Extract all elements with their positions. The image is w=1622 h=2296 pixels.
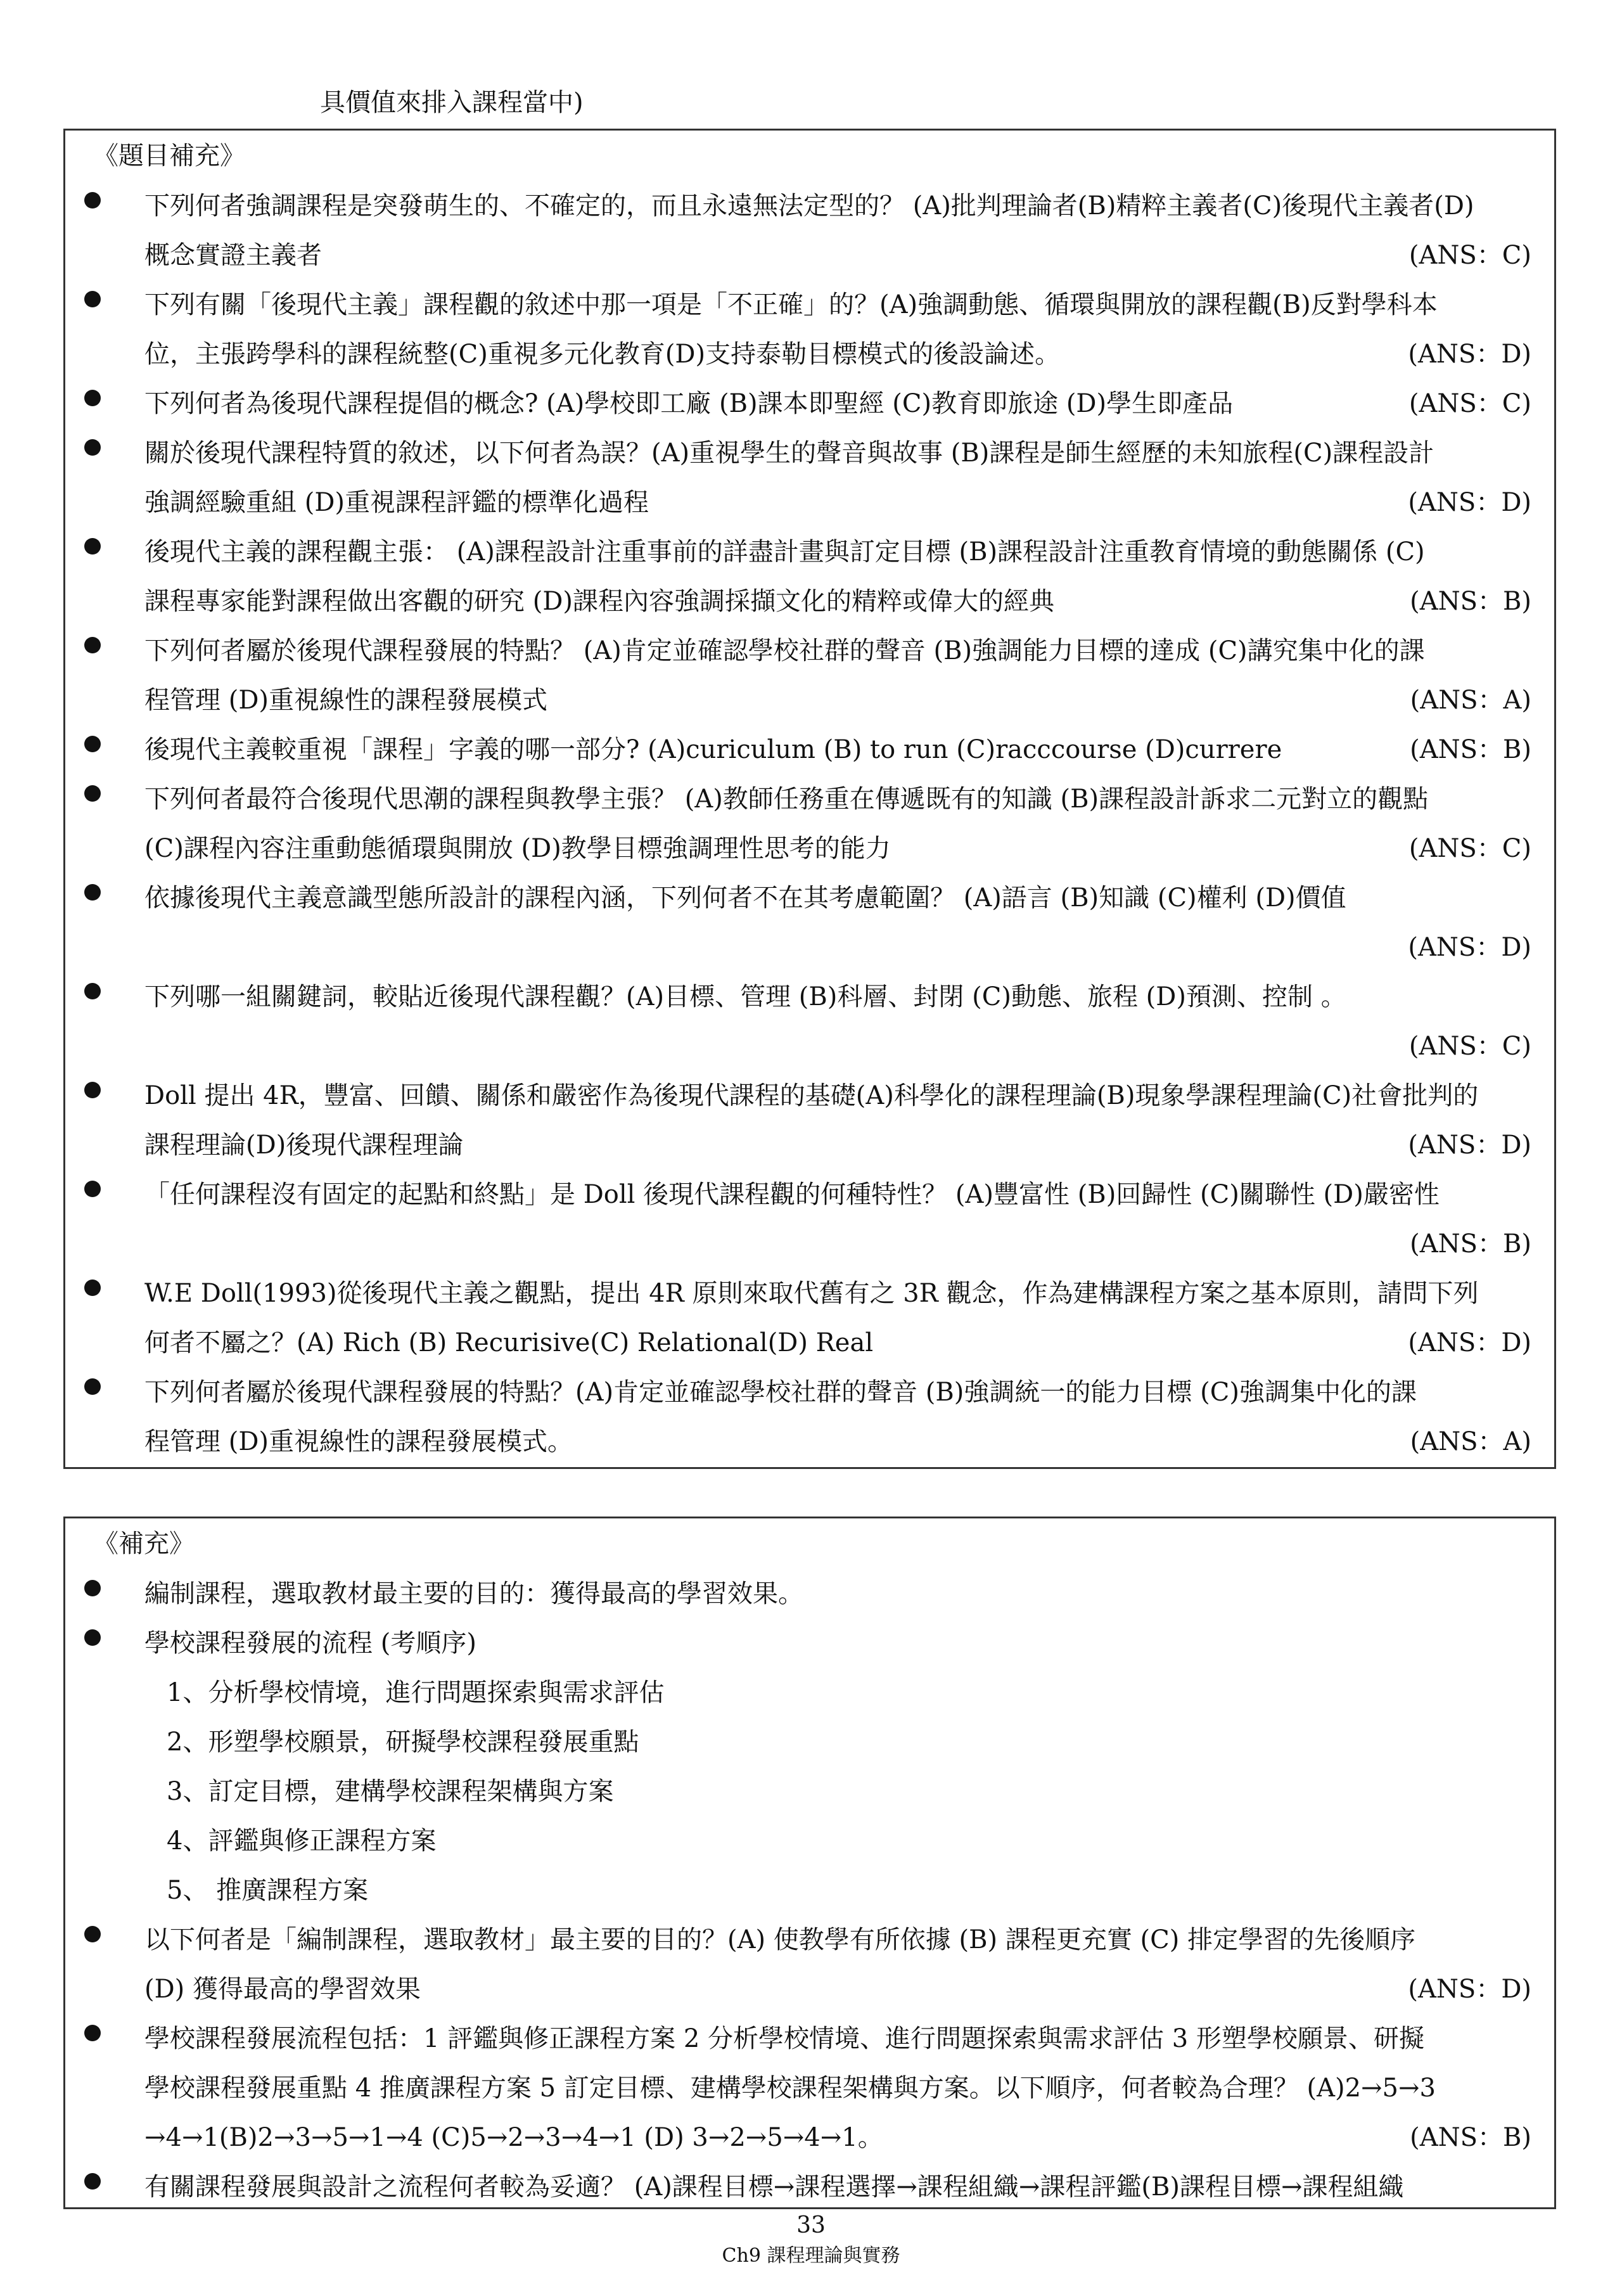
bullet-icon bbox=[84, 1279, 101, 1296]
question-text: 「任何課程沒有固定的起點和終點」是 Doll 後現代課程觀的何種特性？ (A)豐富性 (B)回歸性 (C)關聯性 (D)嚴密性 bbox=[144, 1180, 1440, 1209]
question-supplement-box bbox=[63, 129, 1556, 1469]
answer-label: (ANS：C) bbox=[1408, 834, 1531, 863]
question-text: 下列何者屬於後現代課程發展的特點？(A)肯定並確認學校社群的聲音 (B)強調統一的能力目標 (C)強調集中化的課 bbox=[144, 1378, 1417, 1407]
bullet-icon bbox=[84, 1580, 101, 1596]
answer-label: (ANS：C) bbox=[1408, 241, 1531, 270]
question-text: 後現代主義的課程觀主張： (A)課程設計注重事前的詳盡計畫與訂定目標 (B)課程設計注重教育情境的動態關係 (C) bbox=[144, 537, 1425, 567]
question-last-line bbox=[144, 231, 1531, 280]
bullet-icon bbox=[84, 2025, 101, 2041]
process-step: 2、形塑學校願景，研擬學校課程發展重點 bbox=[167, 1728, 639, 1757]
bullet-icon bbox=[84, 390, 101, 406]
bullet-icon bbox=[84, 1181, 101, 1197]
answer-label: (ANS：D) bbox=[1408, 1975, 1531, 2004]
bullet-icon bbox=[84, 637, 101, 653]
question-text: 下列何者為後現代課程提倡的概念? (A)學校即工廠 (B)課本即聖經 (C)教育即旅途 (D)學生即產品 bbox=[144, 389, 1234, 418]
question-text: 下列何者最符合後現代思潮的課程與教學主張？ (A)教師任務重在傳遞既有的知識 (B)課程設計訴求二元對立的觀點 bbox=[144, 785, 1429, 814]
section-title: 《補充》 bbox=[93, 1529, 195, 1558]
question-text: 位，主張跨學科的課程統整(C)重視多元化教育(D)支持泰勒目標模式的後設論述。 bbox=[144, 340, 1061, 369]
question-text: 下列哪一組關鍵詞，較貼近後現代課程觀？(A)目標、管理 (B)科層、封閉 (C)動態、旅程 (D)預測、控制 。 bbox=[144, 982, 1346, 1011]
bullet-icon bbox=[84, 1629, 101, 1646]
question-text: 後現代主義較重視「課程」字義的哪一部分? (A)curiculum (B) to run (C)racccourse (D)currere bbox=[144, 735, 1282, 764]
page-top-continuation: 具價值來排入課程當中) bbox=[320, 88, 584, 117]
question-text: 程管理 (D)重視線性的課程發展模式 bbox=[144, 686, 547, 715]
question-text: 關於後現代課程特質的敘述，以下何者為誤？(A)重視學生的聲音與故事 (B)課程是師生經歷的未知旅程(C)課程設計 bbox=[144, 439, 1434, 468]
section-title: 《題目補充》 bbox=[93, 141, 245, 170]
answer-label: (ANS：B) bbox=[1410, 735, 1531, 764]
item-text: 學校課程發展的流程 (考順序) bbox=[144, 1629, 476, 1658]
question-last-line bbox=[144, 2113, 1531, 2162]
question-item bbox=[65, 379, 1554, 428]
question-item bbox=[65, 1071, 1554, 1170]
bullet-icon bbox=[84, 2173, 101, 2190]
question-text: 學校課程發展重點 4 推廣課程方案 5 訂定目標、建構學校課程架構與方案。以下順序，何者較為合理？ (A)2→5→3 bbox=[144, 2074, 1436, 2103]
bullet-icon bbox=[84, 439, 101, 456]
process-step: 5、 推廣課程方案 bbox=[167, 1876, 369, 1905]
answer-label: (ANS：A) bbox=[1410, 686, 1531, 715]
answer-label: (ANS：C) bbox=[1408, 1032, 1531, 1061]
question-text: 下列何者屬於後現代課程發展的特點？ (A)肯定並確認學校社群的聲音 (B)強調能力目標的達成 (C)講究集中化的課 bbox=[144, 636, 1425, 665]
question-last-line bbox=[144, 379, 1531, 428]
question-text: 有關課程發展與設計之流程何者較為妥適？ (A)課程目標→課程選擇→課程組織→課程評鑑(B)課程目標→課程組織 bbox=[144, 2172, 1404, 2202]
question-text: 程管理 (D)重視線性的課程發展模式。 bbox=[144, 1427, 573, 1456]
question-text: →4→1(B)2→3→5→1→4 (C)5→2→3→4→1 (D) 3→2→5→4→1。 bbox=[144, 2123, 883, 2152]
question-last-line bbox=[144, 577, 1531, 626]
bullet-icon bbox=[84, 884, 101, 901]
question-last-line bbox=[144, 1965, 1531, 2014]
list-item bbox=[65, 1619, 1554, 1915]
question-last-line bbox=[144, 676, 1531, 725]
bullet-icon bbox=[84, 785, 101, 802]
question-item bbox=[65, 725, 1554, 774]
answer-label: (ANS：B) bbox=[1410, 1229, 1531, 1259]
answer-label: (ANS：A) bbox=[1410, 1427, 1531, 1456]
item-text: 編制課程，選取教材最主要的目的：獲得最高的學習效果。 bbox=[144, 1579, 803, 1608]
bullet-icon bbox=[84, 1378, 101, 1395]
question-text: 下列有關「後現代主義」課程觀的敘述中那一項是「不正確」的？(A)強調動態、循環與開放的課程觀(B)反對學科本 bbox=[144, 290, 1438, 319]
answer-label: (ANS：C) bbox=[1408, 389, 1531, 418]
process-step: 1、分析學校情境，進行問題探索與需求評估 bbox=[167, 1678, 665, 1707]
question-item bbox=[65, 972, 1554, 1071]
question-item bbox=[65, 280, 1554, 379]
question-text: Doll 提出 4R，豐富、回饋、關係和嚴密作為後現代課程的基礎(A)科學化的課程理論(B)現象學課程理論(C)社會批判的 bbox=[144, 1081, 1479, 1110]
list-item bbox=[65, 1915, 1554, 2014]
supplement-box bbox=[63, 1517, 1556, 2209]
question-item bbox=[65, 626, 1554, 725]
question-last-line bbox=[144, 1120, 1531, 1170]
question-text: 概念實證主義者 bbox=[144, 241, 322, 270]
question-item bbox=[65, 873, 1554, 972]
question-last-line bbox=[144, 330, 1531, 379]
question-text: (D) 獲得最高的學習效果 bbox=[144, 1975, 421, 2004]
question-item bbox=[65, 1368, 1554, 1466]
process-step: 3、訂定目標，建構學校課程架構與方案 bbox=[167, 1777, 614, 1806]
chapter-footer: Ch9 課程理論與實務 bbox=[722, 2245, 900, 2267]
question-text: 下列何者強調課程是突發萌生的、不確定的，而且永遠無法定型的？ (A)批判理論者(B)精粹主義者(C)後現代主義者(D) bbox=[144, 191, 1474, 221]
question-text: 何者不屬之？(A) Rich (B) Recurisive(C) Relational(D) Real bbox=[144, 1328, 874, 1357]
bullet-icon bbox=[84, 1082, 101, 1098]
question-item bbox=[65, 1170, 1554, 1269]
question-text: 以下何者是「編制課程，選取教材」最主要的目的？(A) 使教學有所依據 (B) 課程更充實 (C) 排定學習的先後順序 bbox=[144, 1925, 1416, 1954]
supplement-list bbox=[65, 1569, 1554, 2212]
answer-label: (ANS：B) bbox=[1410, 2123, 1531, 2152]
answer-label: (ANS：B) bbox=[1410, 587, 1531, 616]
bullet-icon bbox=[84, 192, 101, 208]
bullet-icon bbox=[84, 291, 101, 307]
question-text: 課程專家能對課程做出客觀的研究 (D)課程內容強調採擷文化的精粹或偉大的經典 bbox=[144, 587, 1054, 616]
bullet-icon bbox=[84, 538, 101, 555]
list-item bbox=[65, 1569, 1554, 1619]
process-step: 4、評鑑與修正課程方案 bbox=[167, 1826, 437, 1856]
question-last-line bbox=[144, 824, 1531, 873]
question-last-line bbox=[144, 1417, 1531, 1466]
question-text: 強調經驗重組 (D)重視課程評鑑的標準化過程 bbox=[144, 488, 649, 517]
bullet-icon bbox=[84, 736, 101, 752]
page-number: 33 bbox=[796, 2212, 826, 2238]
question-item bbox=[65, 1269, 1554, 1368]
question-last-line bbox=[144, 725, 1531, 774]
question-item bbox=[65, 527, 1554, 626]
answer-label: (ANS：D) bbox=[1408, 1131, 1531, 1160]
list-item bbox=[65, 2014, 1554, 2162]
question-text: (C)課程內容注重動態循環與開放 (D)教學目標強調理性思考的能力 bbox=[144, 834, 891, 863]
answer-label: (ANS：D) bbox=[1408, 1328, 1531, 1357]
question-item bbox=[65, 428, 1554, 527]
answer-label: (ANS：D) bbox=[1408, 488, 1531, 517]
question-text: W.E Doll(1993)從後現代主義之觀點，提出 4R 原則來取代舊有之 3R 觀念，作為建構課程方案之基本原則，請問下列 bbox=[144, 1279, 1479, 1308]
bullet-icon bbox=[84, 983, 101, 999]
question-last-line bbox=[144, 1318, 1531, 1368]
question-last-line bbox=[144, 478, 1531, 527]
question-text: 學校課程發展流程包括：1 評鑑與修正課程方案 2 分析學校情境、進行問題探索與需求評估 3 形塑學校願景、研擬 bbox=[144, 2024, 1424, 2053]
question-text: 課程理論(D)後現代課程理論 bbox=[144, 1131, 464, 1160]
bullet-icon bbox=[84, 1926, 101, 1942]
question-item bbox=[65, 181, 1554, 280]
question-item bbox=[65, 774, 1554, 873]
question-text: 依據後現代主義意識型態所設計的課程內涵，下列何者不在其考慮範圍？ (A)語言 (B)知識 (C)權利 (D)價值 bbox=[144, 883, 1346, 913]
answer-label: (ANS：D) bbox=[1408, 340, 1531, 369]
answer-label: (ANS：D) bbox=[1408, 933, 1531, 962]
list-item bbox=[65, 2162, 1554, 2212]
question-list bbox=[65, 181, 1554, 1466]
